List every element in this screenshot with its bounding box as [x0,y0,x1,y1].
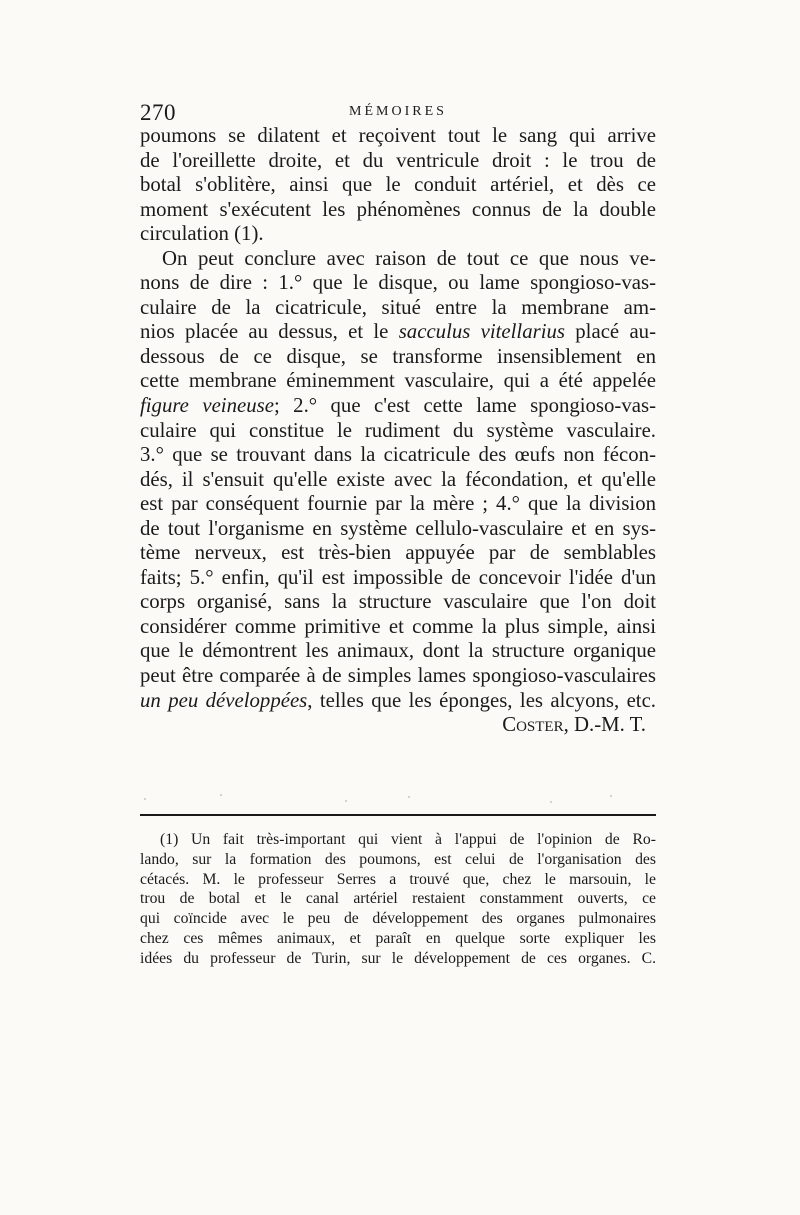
page-number: 270 [140,100,176,125]
body-text [140,124,656,738]
italic-phrase: un peu développées [140,688,308,712]
paragraph-start: On peut conclure avec raison de tout ce que nous ve- [162,246,656,270]
running-head: MÉMOIRES [349,104,447,119]
italic-phrase: sacculus vitellarius [398,320,565,344]
body-line: moment s'exécutent les phénomènes connus de la double [140,197,656,221]
footnote-line: qui coïncide avec le peu de développement des organes pulmonaires [140,910,656,928]
body-line: poumons se dilatent et reçoivent tout le sang qui arrive [140,124,656,147]
scan-specks [140,792,656,804]
body-line: faits; 5.° enfin, qu'il est impossible de concevoir l'idée d'un [140,565,656,589]
page-header [140,100,656,126]
italic-phrase: figure veineuse [140,394,274,418]
body-line: dessous de ce disque, se transforme insensiblement en [140,344,656,368]
body-line: peut être comparée à de simples lames spongioso-vasculaires [140,664,656,688]
body-line: figure veineuse; 2.° que c'est cette lame spongioso-vas- [140,394,657,418]
footnote [140,830,656,969]
footnote-separator [140,814,656,816]
body-line: dés, il s'ensuit qu'elle existe avec la fécondation, et qu'elle [140,467,656,491]
body-line: considérer comme primitive et comme la plus simple, ainsi [140,614,656,638]
footnote-line: (1) Un fait très-important qui vient à l'appui de l'opinion de Ro- [160,831,656,848]
footnote-line: trou de botal et le canal artériel restaient constamment ouverts, ce [140,890,656,908]
body-line: circulation (1). [140,222,264,246]
footnote-line: idées du professeur de Turin, sur le développement de ces organes. C. [140,949,656,967]
body-line: de tout l'organisme en système cellulo-vasculaire et en sys- [140,516,656,540]
body-line: un peu développées, telles que les éponges, les alcyons, etc. [140,688,657,712]
body-line: corps organisé, sans la structure vasculaire que l'on doit [140,590,656,614]
footnote-line: chez ces mêmes animaux, et paraît en quelque sorte expliquer les [140,929,656,947]
body-line: de l'oreillette droite, et du ventricule droit : le trou de [140,148,656,172]
body-line: nios placée au dessus, et le sacculus vitellarius placé au- [140,320,657,344]
body-line: nons de dire : 1.° que le disque, ou lame spongioso-vas- [140,271,656,295]
body-line: cette membrane éminemment vasculaire, qui a été appelée [140,369,656,393]
body-line: 3.° que se trouvant dans la cicatricule des œufs non fécon- [140,443,656,467]
body-line: culaire qui constitue le rudiment du système vasculaire. [140,418,656,442]
body-line: tème nerveux, est très-bien appuyée par de semblables [140,541,656,565]
body-line: culaire de la cicatricule, situé entre la membrane am- [140,295,656,319]
body-line: que le démontrent les animaux, dont la structure organique [140,639,656,663]
body-line: est par conséquent fournie par la mère ; 4.° que la division [140,492,656,516]
body-line: botal s'oblitère, ainsi que le conduit artériel, et dès ce [140,173,656,197]
footnote-line: lando, sur la formation des poumons, est celui de l'organisation des [140,850,656,868]
footnote-line: cétacés. M. le professeur Serres a trouvé que, chez le marsouin, le [140,870,656,888]
author-signature: Coster, D.-M. T. [502,713,646,737]
